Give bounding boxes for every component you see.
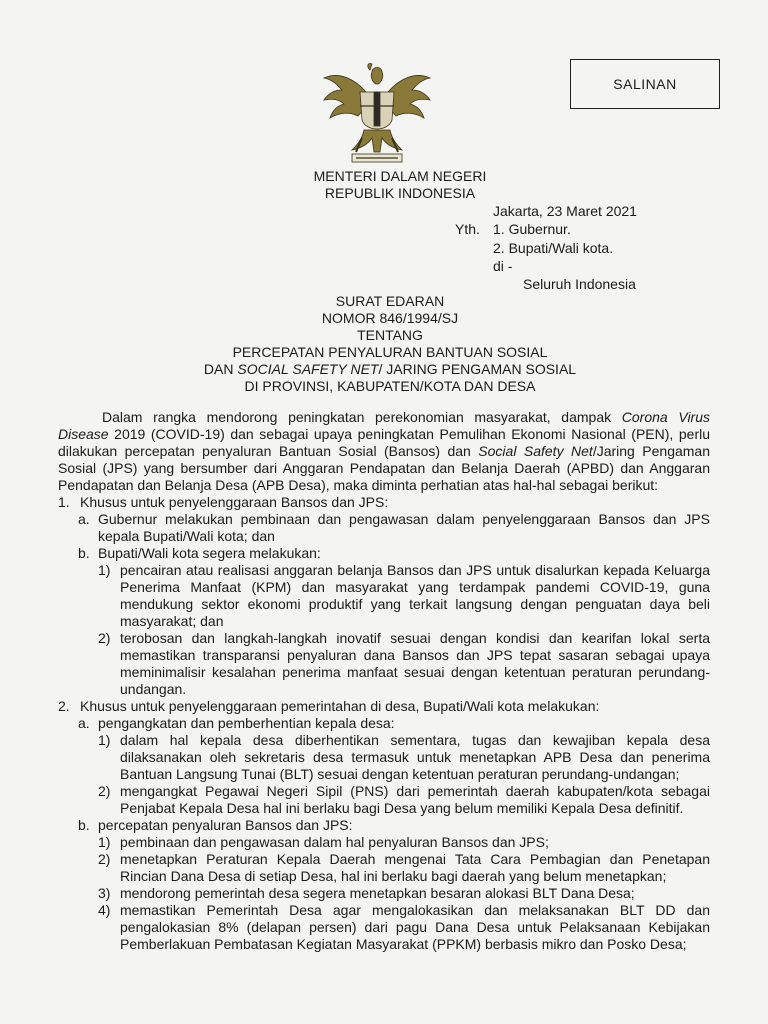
title-line	[130, 361, 650, 378]
title-line: PERCEPATAN PENYALURAN BANTUAN SOSIAL	[232, 344, 548, 360]
recipient-line: Seluruh Indonesia	[523, 276, 636, 292]
title-line: TENTANG	[357, 327, 423, 343]
list-item: b. Bupati/Wali kota segera melakukan:	[78, 545, 321, 561]
list-item: a. Gubernur melakukan pembinaan dan pengawasan dalam penyelenggaraan Bansos dan JPS kepala Bupati/Wali kota; dan	[78, 511, 710, 544]
issuer-line: MENTERI DALAM NEGERI	[313, 168, 487, 184]
list-item: 2) terobosan dan langkah-langkah inovatif sesuai dengan kondisi dan kearifan lokal serta memastikan transparansi penyaluran dana Bansos dan JPS tepat sasaran sebagai upaya meminimalisir kesalahan penerima manfaat sesuai dengan ketentuan peraturan perundang-undangan.	[98, 630, 710, 697]
list-item: 4) memastikan Pemerintah Desa agar mengalokasikan dan melaksanakan BLT DD dan pengalokasian 8% (delapan persen) dari pagu Dana Desa untuk Pelaksanaan Kebijakan Pemberlakuan Pembatasan Kegiatan Masyarakat (PPKM) berbasis mikro dan Posko Desa;	[98, 902, 710, 952]
list-item: 1) pencairan atau realisasi anggaran belanja Bansos dan JPS untuk disalurkan kepada Keluarga Penerima Manfaat (KPM) dan masyarakat yang terdampak pandemi COVID-19, guna mendukung sektor ekonomi produktif yang terkait langsung dengan penguatan daya beli masyarakat; dan	[98, 562, 710, 629]
letter-date: Jakarta, 23 Maret 2021	[493, 203, 637, 219]
recipient-line: di -	[493, 258, 513, 274]
issuer-block	[270, 168, 530, 202]
document-body	[58, 409, 710, 953]
list-item: a. pengangkatan dan pemberhentian kepala desa:	[78, 715, 395, 731]
title-line: DI PROVINSI, KABUPATEN/KOTA DAN DESA	[244, 378, 536, 394]
yth-label: Yth.	[455, 221, 480, 237]
list-item: 1) pembinaan dan pengawasan dalam hal penyaluran Bansos dan JPS;	[98, 834, 549, 850]
list-item: 2. Khusus untuk penyelenggaraan pemerintahan di desa, Bupati/Wali kota melakukan:	[58, 698, 600, 714]
list-item: b. percepatan penyaluran Bansos dan JPS:	[78, 817, 353, 833]
title-line: SURAT EDARAN	[335, 293, 445, 309]
title-text: DAN	[203, 361, 238, 377]
title-italic: SOCIAL SAFETY NET	[237, 361, 379, 377]
issuer-line: REPUBLIK INDONESIA	[324, 185, 476, 201]
salinan-label: SALINAN	[613, 76, 677, 92]
title-text: / JARING PENGAMAN SOSIAL	[378, 361, 577, 377]
title-line: NOMOR 846/1994/SJ	[321, 310, 459, 326]
salinan-stamp	[570, 59, 720, 109]
list-item: 1. Khusus untuk penyelenggaraan Bansos dan JPS:	[58, 494, 389, 510]
list-item: 1) dalam hal kepala desa diberhentikan sementara, tugas dan kewajiban kepala desa dilaksanakan oleh sekretaris desa termasuk untuk menetapkan APB Desa dan penerima Bantuan Langsung Tunai (BLT) sesuai dengan ketentuan peraturan perundang-undangan;	[98, 732, 710, 782]
list-item: 2) menetapkan Peraturan Kepala Daerah mengenai Tata Cara Pembagian dan Penetapan Rincian Dana Desa di setiap Desa, hal ini berlaku bagi daerah yang belum menetapkan;	[98, 851, 710, 884]
intro-paragraph: Dalam rangka mendorong peningkatan perekonomian masyarakat, dampak Corona Virus Disease 2019 (COVID-19) dan sebagai upaya peningkatan Pemulihan Ekonomi Nasional (PEN), perlu dilakukan percepatan penyaluran Bantuan Sosial (Bansos) dan Social Safety Net/Jaring Pengaman Sosial (JPS) yang bersumber dari Anggaran Pendapatan dan Belanja Daerah (APBD) dan Anggaran Pendapatan dan Belanja Desa (APB Desa), maka diminta perhatian atas hal-hal sebagai berikut:	[58, 409, 711, 493]
recipient-line: 2. Bupati/Wali kota.	[493, 240, 614, 256]
garuda-emblem-icon	[312, 60, 442, 168]
list-item: 2) mengangkat Pegawai Negeri Sipil (PNS) dari pemerintah daerah kabupaten/kota sebagai Penjabat Kepala Desa hal ini berlaku bagi Desa yang belum memiliki Kepala Desa definitif.	[98, 783, 710, 816]
list-item: 3) mendorong pemerintah desa segera menetapkan besaran alokasi BLT Dana Desa;	[98, 885, 635, 901]
document-title	[130, 293, 650, 395]
recipient-line: 1. Gubernur.	[493, 221, 571, 237]
